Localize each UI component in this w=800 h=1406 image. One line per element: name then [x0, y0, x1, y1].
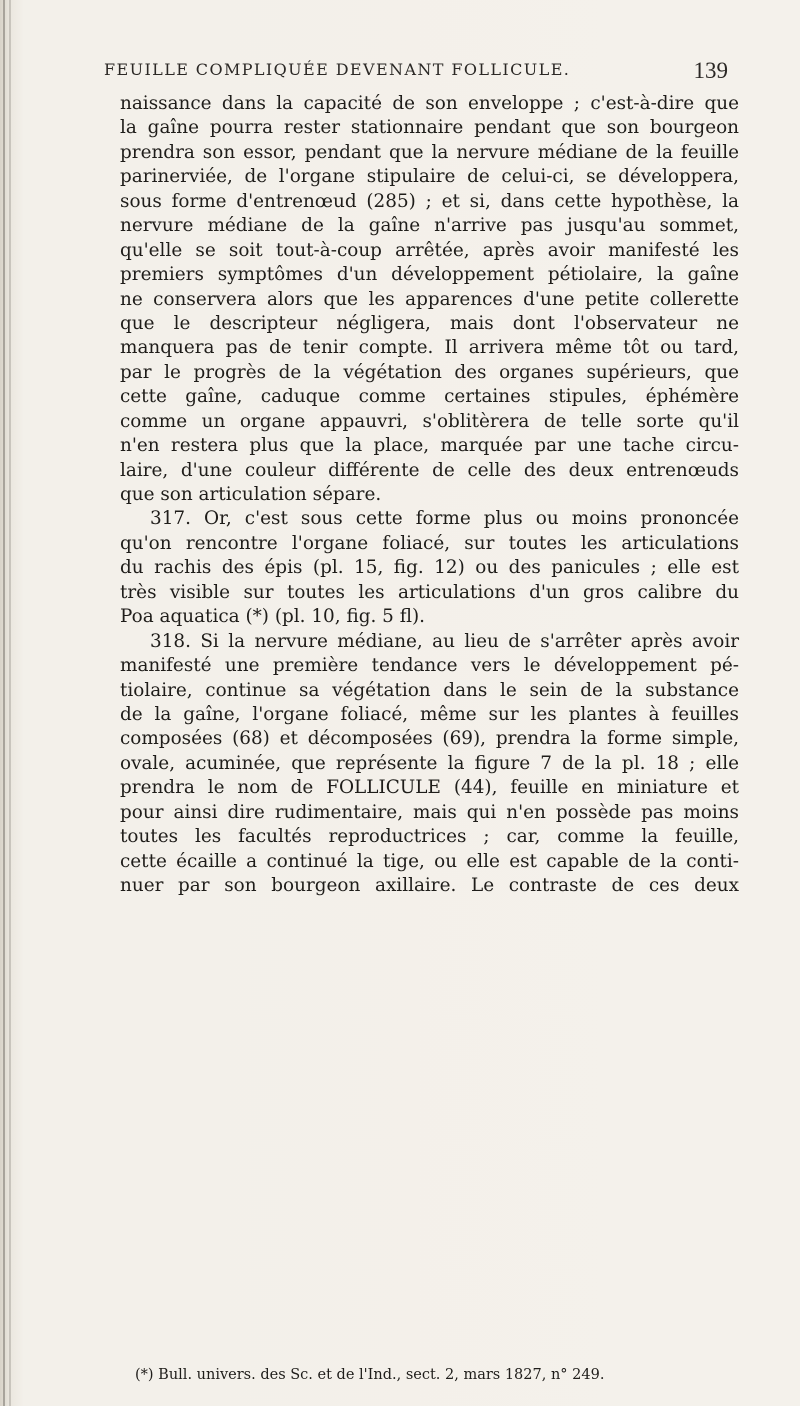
footnote: (*) Bull. univers. des Sc. et de l'Ind., sect. 2, mars 1827, n° 249.: [135, 1367, 605, 1383]
body-text: [120, 92, 739, 898]
text-line: de la gaîne, l'organe foliacé, même sur les plantes à feuilles: [120, 703, 739, 725]
text-line: cette écaille a continué la tige, ou elle est capable de la conti-: [120, 850, 739, 872]
text-line: laire, d'une couleur différente de celle des deux entrenœuds: [120, 459, 739, 481]
text-line: comme un organe appauvri, s'oblitèrera de telle sorte qu'il: [120, 410, 739, 432]
running-head: FEUILLE COMPLIQUÉE DEVENANT FOLLICULE.: [104, 60, 571, 79]
text-line: premiers symptômes d'un développement pétiolaire, la gaîne: [120, 264, 739, 286]
text-line: naissance dans la capacité de son enveloppe ; c'est-à-dire que: [120, 93, 739, 114]
page-binding-shadow: [9, 0, 11, 1406]
text-line: cette gaîne, caduque comme certaines stipules, éphémère: [120, 386, 739, 408]
text-line: manquera pas de tenir compte. Il arrivera même tôt ou tard,: [120, 337, 739, 359]
text-line: que son articulation sépare.: [120, 484, 382, 505]
text-line: nuer par son bourgeon axillaire. Le contraste de ces deux: [120, 875, 739, 896]
text-line: que le descripteur négligera, mais dont l'observateur ne: [120, 312, 739, 334]
text-line: prendra le nom de FOLLICULE (44), feuille en miniature et: [120, 777, 739, 799]
text-line: qu'on rencontre l'organe foliacé, sur toutes les articulations: [120, 532, 739, 554]
text-line: sous forme d'entrenœud (285) ; et si, dans cette hypothèse, la: [120, 190, 739, 212]
page-header: [104, 58, 736, 82]
text-line: Poa aquatica (*) (pl. 10, fig. 5 fl).: [120, 606, 426, 628]
text-line: nervure médiane de la gaîne n'arrive pas jusqu'au sommet,: [120, 215, 739, 237]
text-line: par le progrès de la végétation des organes supérieurs, que: [120, 361, 739, 383]
text-line: ovale, acuminée, que représente la figure 7 de la pl. 18 ; elle: [120, 752, 739, 774]
text-line: prendra son essor, pendant que la nervure médiane de la feuille: [120, 141, 739, 163]
text-line: du rachis des épis (pl. 15, fig. 12) ou des panicules ; elle est: [120, 557, 739, 579]
text-line: manifesté une première tendance vers le développement pé-: [120, 655, 739, 677]
text-line: tiolaire, continue sa végétation dans le sein de la substance: [120, 679, 739, 701]
page-number: 139: [693, 58, 728, 83]
text-line: 318. Si la nervure médiane, au lieu de s'arrêter après avoir: [150, 630, 739, 652]
text-line: qu'elle se soit tout-à-coup arrêtée, après avoir manifesté les: [120, 239, 739, 261]
text-line: 317. Or, c'est sous cette forme plus ou moins prononcée: [150, 508, 739, 530]
text-line: pour ainsi dire rudimentaire, mais qui n'en possède pas moins: [120, 801, 739, 823]
text-line: toutes les facultés reproductrices ; car, comme la feuille,: [120, 826, 739, 848]
text-line: très visible sur toutes les articulations d'un gros calibre du: [120, 581, 739, 603]
page-binding-edge: [3, 0, 5, 1406]
text-line: parinerviée, de l'organe stipulaire de celui-ci, se développera,: [120, 166, 739, 188]
text-line: ne conservera alors que les apparences d'une petite collerette: [120, 288, 739, 310]
text-line: la gaîne pourra rester stationnaire pendant que son bourgeon: [120, 117, 739, 139]
text-line: n'en restera plus que la place, marquée par une tache circu-: [120, 435, 739, 457]
text-line: composées (68) et décomposées (69), prendra la forme simple,: [120, 728, 739, 750]
